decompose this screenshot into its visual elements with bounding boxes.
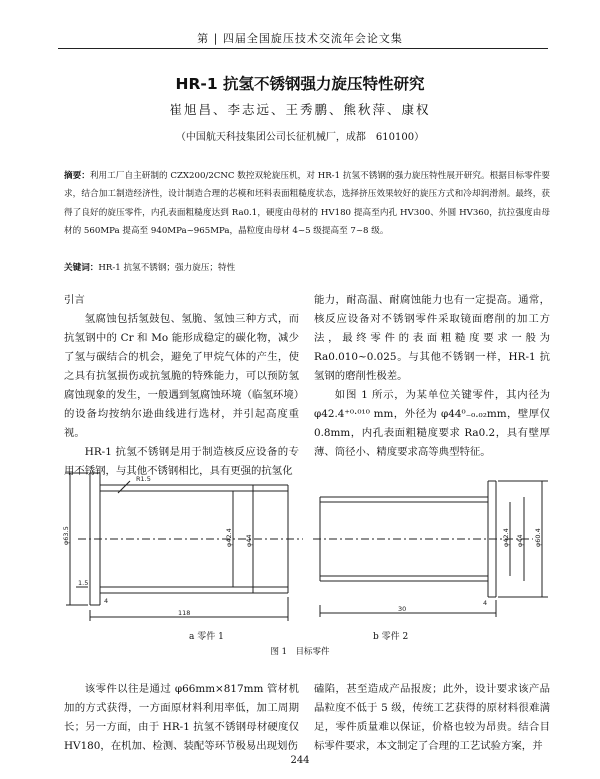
part-b-drawing xyxy=(313,481,548,617)
paper-title: HR-1 抗氢不锈钢强力旋压特性研究 xyxy=(175,75,425,93)
right-paragraph-1: 能力，耐高温、耐腐蚀能力也有一定提高。通常，核反应设备对不锈钢零件采取镜面磨削的加工方法，最终零件的表面粗糙度要求一般为 Ra0.010~0.025。与其他不锈钢一样，HR-1 抗氢钢的磨削性极差。 xyxy=(314,294,550,382)
label-b-dim1: φ42.4 xyxy=(502,528,510,547)
page-number: 244 xyxy=(290,755,310,766)
header-rule xyxy=(58,48,548,49)
label-b-dim2: φ44 xyxy=(516,534,524,547)
label-d30: 30 xyxy=(398,605,407,613)
label-phi44: φ44 xyxy=(245,534,253,547)
intro-paragraph-2: HR-1 抗氢不锈钢是用于制造核反应设备的专用不锈钢，与其他不锈钢相比，具有更强的抗氢化 xyxy=(64,446,299,477)
right-column xyxy=(314,291,550,462)
keywords-label: 关键词： xyxy=(64,263,99,273)
label-r15: R1.5 xyxy=(136,475,151,483)
running-header: 第 | 四届全国旋压技术交流年会论文集 xyxy=(197,32,403,45)
label-d4b: 4 xyxy=(483,599,488,607)
abstract-text: 利用工厂自主研制的 CZX200/2CNC 数控双轮旋压机，对 HR-1 抗氢不锈钢的强力旋压特性展开研究。根据目标零件要求，结合加工制造经济性，设计制造合理的芯模和坯料表面粗糙度状态，选择挤压效果较好的旋压方式和冷却润滑剂。最终，获得了良好的旋压零件，内孔表面粗糙度达到 Ra0.1，硬度由母材的 HV180 提高至内孔 HV300、外圆 HV360，抗拉强度由母材的 560MPa 提高至 940MPa~965MPa，晶粒度由母材 4~5 级提高至 7~8 级。 xyxy=(64,171,550,237)
label-phi42: φ42.4 xyxy=(225,528,233,547)
affiliation: （中国航天科技集团公司长征机械厂，成都 610100） xyxy=(175,132,425,143)
figure-title: 图 1 目标零件 xyxy=(270,647,330,657)
label-d15: 1.5 xyxy=(78,579,89,587)
authors: 崔旭昌、李志远、王秀鹏、熊秋萍、康权 xyxy=(169,102,431,117)
figure-caption-a: a 零件 1 xyxy=(189,632,224,642)
bottom-right-paragraph: 磕陷，甚至造成产品报废；此外，设计要求该产品晶粒度不低于 5 级，传统工艺获得的原材料很难满足，零件质量难以保证，价格也较为昂贵。结合目标零件要求，本文制定了合理的工艺试验方案，并 xyxy=(314,683,550,752)
figure-caption-b: b 零件 2 xyxy=(373,632,409,642)
label-phi63: φ63.5 xyxy=(62,526,70,545)
abstract-label: 摘要： xyxy=(64,171,90,181)
bottom-left-column xyxy=(64,680,299,756)
label-d4: 4 xyxy=(104,597,109,605)
intro-paragraph-1: 氢腐蚀包括氢鼓包、氢脆、氢蚀三种方式，而抗氢钢中的 Cr 和 Mo 能形成稳定的碳化物，减少了氢与碳结合的机会，避免了甲烷气体的产生，使之具有抗氢损伤或抗氢脆的特殊能力，可以预防氢腐蚀现象的发生，一般遇到氢腐蚀环境（临氢环境）的设备均按纳尔逊曲线进行选材，并引起高度重视。 xyxy=(64,313,299,439)
abstract xyxy=(64,167,550,241)
figure-1-drawing xyxy=(58,455,553,627)
part-a-drawing xyxy=(66,473,303,621)
label-b-dim3: φ60.4 xyxy=(534,528,542,547)
bottom-right-column xyxy=(314,680,550,756)
keywords xyxy=(64,261,550,273)
keywords-text: HR-1 抗氢不锈钢；强力旋压；特性 xyxy=(98,263,236,273)
bottom-left-paragraph: 该零件以往是通过 φ66mm×817mm 管材机加的方式获得，一方面原材料利用率低，加工周期长；另一方面，由于 HR-1 抗氢不锈钢母材硬度仅 HV180，在机加、检测、装配等环节极易出现划伤 xyxy=(64,683,299,752)
right-paragraph-2: 如图 1 所示，为某单位关键零件，其内径为 φ42.4⁺⁰·⁰¹⁰ mm，外径为 φ44⁰₋₀.₀₂mm，壁厚仅 0.8mm，内孔表面粗糙度要求 Ra0.2，具有壁厚薄、筒径小、精度要求高等典型特征。 xyxy=(314,389,550,458)
label-d118: 118 xyxy=(178,609,191,617)
left-column xyxy=(64,291,299,481)
section-heading-intro: 引言 xyxy=(64,294,85,306)
